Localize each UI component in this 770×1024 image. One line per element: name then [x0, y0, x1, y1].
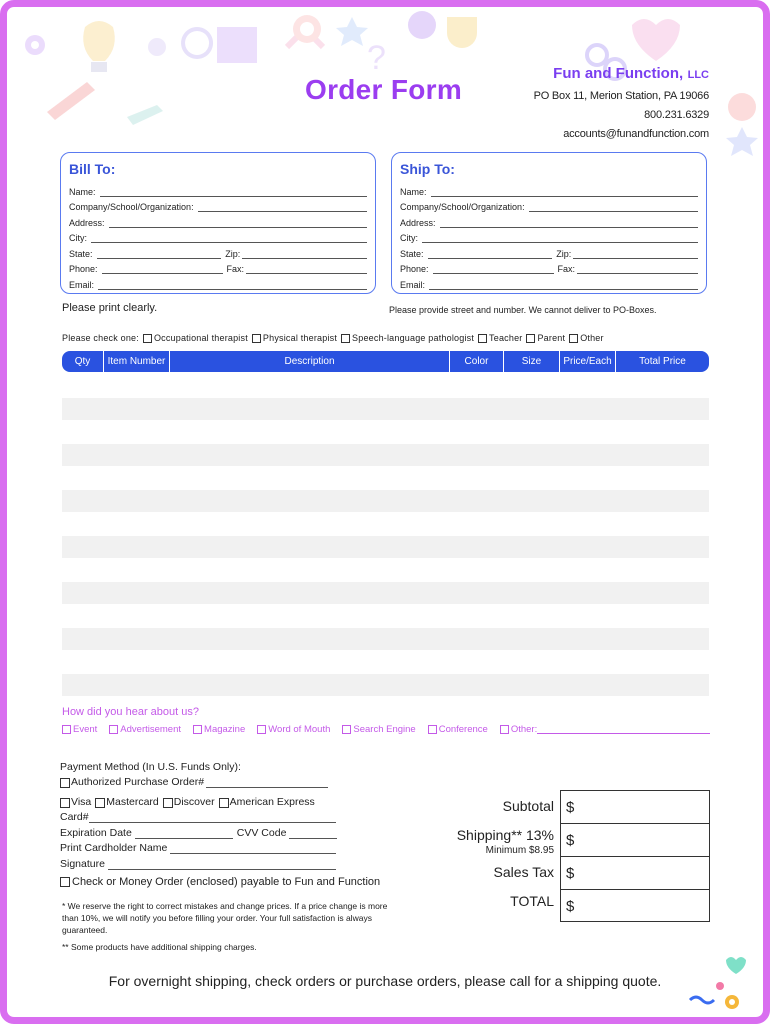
checkbox-word-of-mouth[interactable] [257, 725, 266, 734]
profession-checkrow [62, 333, 604, 343]
shipping-label: Shipping** 13% [456, 827, 554, 843]
checkbox-purchase-order[interactable] [60, 778, 70, 788]
wave-icon [690, 997, 714, 1003]
ship-city-field[interactable] [422, 233, 698, 243]
checkbox-discover[interactable] [163, 798, 173, 808]
star-icon [336, 17, 368, 46]
totals-section [436, 790, 710, 922]
shipping-minimum: Minimum $8.95 [485, 845, 554, 856]
magnifier-icon [183, 29, 211, 57]
table-row[interactable] [62, 582, 709, 604]
other-source-field[interactable] [537, 725, 710, 734]
check-one-label: Please check one: [62, 333, 139, 343]
company-name: Fun and Function, LLC [553, 65, 709, 82]
trophy-icon [447, 17, 477, 48]
checkbox-advertisement[interactable] [109, 725, 118, 734]
ship-zip-field[interactable] [573, 249, 698, 259]
card-number-field[interactable] [89, 813, 336, 823]
expiration-label: Expiration Date [60, 826, 132, 839]
signature-field[interactable] [108, 860, 336, 870]
shipping-row [436, 823, 710, 856]
bill-zip-label: Zip: [225, 248, 241, 259]
checkbox-magazine[interactable] [193, 725, 202, 734]
expiration-field[interactable] [135, 829, 233, 839]
ship-state-field[interactable] [428, 249, 553, 259]
heart-icon [632, 19, 680, 61]
col-total-price: Total Price [639, 356, 686, 367]
subtotal-field[interactable]: $ [560, 790, 710, 823]
card-discover: Discover [173, 795, 215, 808]
cvv-field[interactable] [289, 829, 337, 839]
ship-company-field[interactable] [529, 202, 698, 212]
hear-option-search-engine: Search Engine [353, 724, 416, 735]
checkbox-search-engine[interactable] [342, 725, 351, 734]
hear-about-label: How did you hear about us? [62, 706, 199, 718]
bill-address-field[interactable] [109, 218, 367, 228]
bill-phone-field[interactable] [102, 264, 223, 274]
card-mastercard: Mastercard [106, 795, 159, 808]
ship-to-heading: Ship To: [400, 161, 455, 177]
bill-fax-field[interactable] [246, 264, 367, 274]
checkbox-speech-language-pathologist[interactable] [341, 334, 350, 343]
company-email: accounts@funandfunction.com [563, 128, 709, 140]
ship-address-label: Address: [400, 217, 436, 228]
col-price-each: Price/Each [560, 351, 616, 372]
purchase-order-label: Authorized Purchase Order# [71, 776, 205, 788]
checkbox-parent[interactable] [526, 334, 535, 343]
shipping-charges-note: ** Some products have additional shipping charges. [62, 942, 257, 952]
gift-icon [217, 27, 257, 63]
table-row[interactable] [62, 398, 709, 420]
bill-company-field[interactable] [198, 202, 367, 212]
total-label: TOTAL [510, 893, 554, 909]
checkbox-check-money-order[interactable] [60, 877, 70, 887]
checkbox-physical-therapist[interactable] [252, 334, 261, 343]
bill-city-label: City: [69, 233, 87, 243]
subtotal-label: Subtotal [502, 798, 554, 814]
hear-option-other: Other: [510, 724, 538, 735]
print-clearly-note: Please print clearly. [62, 302, 158, 314]
ship-company-label: Company/School/Organization: [400, 202, 525, 212]
total-field[interactable]: $ [560, 889, 710, 922]
table-row[interactable] [62, 490, 709, 512]
table-row[interactable] [62, 444, 709, 466]
page-title: Order Form [305, 74, 463, 105]
checkbox-mastercard[interactable] [95, 798, 105, 808]
company-phone: 800.231.6329 [644, 109, 709, 121]
hear-option-word-of-mouth: Word of Mouth [268, 724, 331, 735]
company-info [534, 65, 709, 140]
checkbox-conference[interactable] [428, 725, 437, 734]
cardholder-label: Print Cardholder Name [60, 842, 168, 854]
bill-fax-label: Fax: [226, 264, 245, 274]
ship-name-label: Name: [400, 186, 427, 197]
target-icon [293, 15, 321, 43]
bill-state-field[interactable] [97, 249, 222, 259]
check-money-order [60, 876, 380, 888]
heart-icon [726, 957, 746, 974]
total-row [436, 889, 710, 922]
signature-label: Signature [60, 857, 105, 870]
col-item-number: Item Number [104, 351, 170, 372]
bill-state-label: State: [69, 248, 93, 259]
hear-option-advertisement: Advertisement [120, 724, 182, 735]
footer-note: For overnight shipping, check orders or purchase orders, please call for a shipping quote. [108, 973, 662, 989]
payment-heading: Payment Method (In U.S. Funds Only): [60, 760, 241, 773]
ship-email-field[interactable] [429, 280, 698, 290]
svg-text:?: ? [367, 39, 386, 77]
hear-option-magazine: Magazine [204, 724, 246, 735]
col-description: Description [170, 351, 450, 372]
purchase-order-field[interactable] [206, 778, 328, 788]
table-row[interactable] [62, 628, 709, 650]
ship-state-label: State: [400, 248, 424, 259]
option-parent: Parent [537, 333, 566, 343]
ship-fax-label: Fax: [557, 264, 576, 274]
bill-to-box [60, 152, 376, 294]
bill-company-label: Company/School/Organization: [69, 202, 194, 212]
hear-about-options [62, 724, 710, 735]
ship-address-field[interactable] [440, 218, 698, 228]
checkbox-american-express[interactable] [219, 798, 229, 808]
bill-address-label: Address: [69, 217, 105, 228]
checkbox-teacher[interactable] [478, 334, 487, 343]
cvv-label: CVV Code [236, 826, 287, 839]
col-qty: Qty [62, 351, 104, 372]
ship-phone-label: Phone: [400, 264, 429, 274]
col-size: Size [504, 351, 560, 372]
company-address: PO Box 11, Merion Station, PA 19066 [533, 90, 709, 102]
ship-city-label: City: [400, 233, 418, 243]
pencil-icon [47, 82, 95, 120]
sales-tax-field[interactable]: $ [560, 856, 710, 889]
card-number-label: Card# [60, 811, 89, 823]
option-occupational-therapist: Occupational therapist [153, 333, 248, 343]
bill-to-heading: Bill To: [69, 161, 116, 177]
ship-phone-field[interactable] [433, 264, 554, 274]
bill-name-field[interactable] [100, 187, 367, 197]
payment-section [60, 757, 350, 870]
table-row[interactable] [62, 536, 709, 558]
checkbox-occupational-therapist[interactable] [143, 334, 152, 343]
checkbox-visa[interactable] [60, 798, 70, 808]
hear-option-event: Event [73, 724, 98, 735]
ship-zip-label: Zip: [556, 248, 572, 259]
po-box-note: Please provide street and number. We cannot deliver to PO-Boxes. [389, 305, 657, 315]
reserve-disclaimer: * We reserve the right to correct mistakes and change prices. If a price change is more than 10%, we will notify you before filling your order. Your full satisfaction is always guaranteed. [62, 901, 388, 935]
bill-name-label: Name: [69, 186, 96, 197]
scissors-icon [587, 45, 607, 65]
col-color: Color [450, 351, 504, 372]
bill-zip-field[interactable] [242, 249, 367, 259]
checkbox-other-source[interactable] [500, 725, 509, 734]
bill-phone-label: Phone: [69, 264, 98, 274]
checkbox-other[interactable] [569, 334, 578, 343]
shipping-field[interactable]: $ [560, 823, 710, 856]
option-other: Other [580, 333, 604, 343]
sales-tax-row [436, 856, 710, 889]
option-speech-language-pathologist: Speech-language pathologist [352, 333, 475, 343]
option-physical-therapist: Physical therapist [262, 333, 338, 343]
order-table-header [62, 351, 709, 372]
table-row[interactable] [62, 674, 709, 696]
bill-email-label: Email: [69, 279, 95, 290]
bill-email-field[interactable] [98, 280, 367, 290]
subtotal-row [436, 790, 710, 823]
gear-icon [25, 35, 45, 55]
lightbulb-icon [83, 21, 115, 61]
medal-icon [408, 11, 436, 39]
sales-tax-label: Sales Tax [493, 864, 554, 880]
card-visa: Visa [71, 795, 92, 808]
checkbox-event[interactable] [62, 725, 71, 734]
bill-city-field[interactable] [91, 233, 367, 243]
cardholder-field[interactable] [170, 844, 336, 854]
decorative-corner-illustration [686, 952, 748, 1014]
check-money-label: Check or Money Order (enclosed) payable to Fun and Function [72, 876, 381, 888]
hear-option-conference: Conference [438, 724, 488, 735]
ship-name-field[interactable] [431, 187, 698, 197]
ship-email-label: Email: [400, 279, 426, 290]
card-american-express: American Express [229, 795, 315, 808]
option-teacher: Teacher [489, 333, 523, 343]
ship-to-box [391, 152, 707, 294]
ship-fax-field[interactable] [577, 264, 698, 274]
